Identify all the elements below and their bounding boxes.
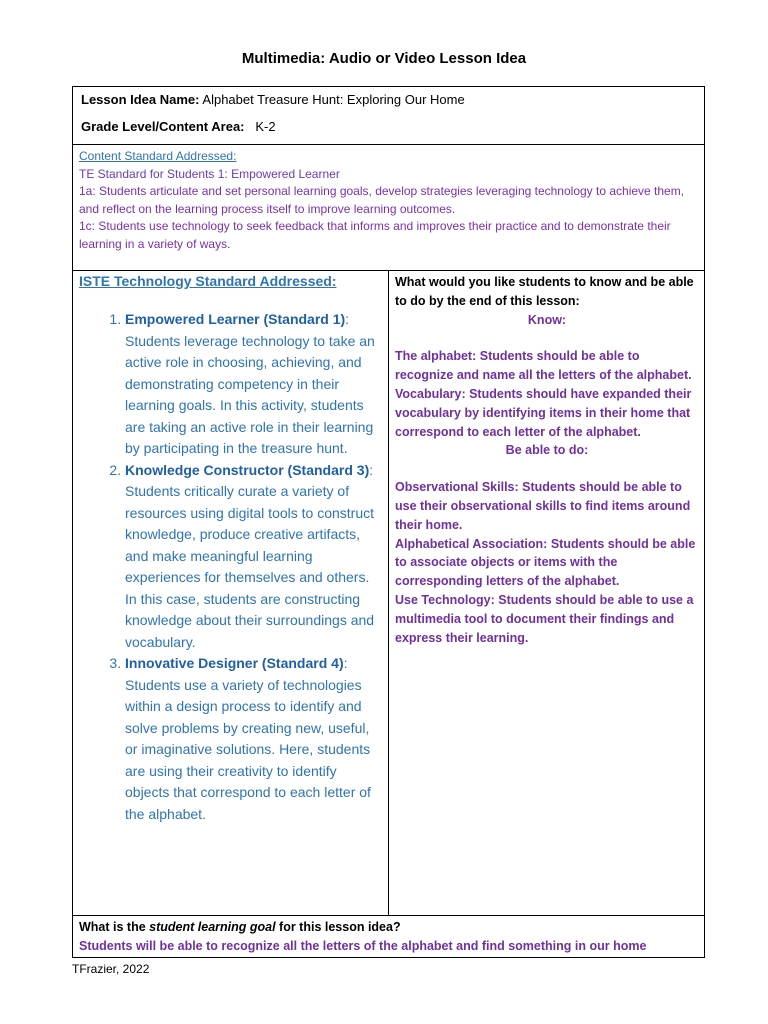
iste-heading: ISTE Technology Standard Addressed: — [79, 273, 337, 289]
know-item: Vocabulary: Students should have expanded their vocabulary by identifying items in their home that correspond to each letter of the alphabet. — [395, 386, 692, 439]
iste-standard-list — [79, 309, 379, 825]
lesson-name-row — [81, 91, 691, 108]
goal-answer: Students will be able to recognize all the letters of the alphabet and find something in our home — [79, 939, 647, 953]
do-item: Use Technology: Students should be able to use a multimedia tool to document their findings and express their learning. — [395, 592, 694, 645]
iste-standard-name: Empowered Learner (Standard 1) — [125, 311, 346, 327]
iste-standard-text: Students leverage technology to take an active role in choosing, achieving, and demonstrating competency in their learning goals. In this activity, students are taking an active role in their learning by participating in the treasure hunt. — [125, 332, 375, 456]
lesson-table — [72, 86, 705, 958]
do-heading: Be able to do: — [505, 443, 589, 458]
content-standard — [79, 148, 697, 253]
spacer — [395, 329, 699, 347]
learning-objectives — [395, 273, 699, 647]
footer-credit: TFrazier, 2022 — [72, 962, 150, 976]
content-standard-line: 1c: Students use technology to seek feedback that informs and improves their practice and to demonstrate their learning in a variety of ways. — [79, 219, 671, 251]
iste-standard-item: 1. Empowered Learner (Standard 1): Students leverage technology to take an active role in choosing, achieving, and demonstrating competency in their learning goals. In this activity, students are taking an active role in their learning by participating in the treasure hunt. — [125, 309, 379, 460]
lesson-name-label: Lesson Idea Name: — [81, 92, 200, 107]
objectives-question: What would you like students to know and be able to do by the end of this lesson: — [395, 275, 694, 308]
grade-value: K-2 — [255, 119, 276, 134]
content-standard-line: 1a: Students articulate and set personal learning goals, develop strategies leveraging technology to achieve them, and reflect on the learning process itself to improve learning outcomes. — [79, 184, 685, 216]
goal-question-emphasis: student learning goal — [149, 920, 276, 934]
iste-standard-name: Innovative Designer (Standard 4) — [125, 655, 344, 671]
iste-standards — [79, 273, 379, 825]
grade-row — [81, 118, 691, 135]
know-item: The alphabet: Students should be able to recognize and name all the letters of the alphabet. — [395, 349, 692, 383]
goal-question-prefix: What is the — [79, 920, 150, 934]
lesson-name-value: Alphabet Treasure Hunt: Exploring Our Home — [202, 92, 465, 107]
iste-standard-item: 2. Knowledge Constructor (Standard 3): Students critically curate a variety of resources using digital tools to construct knowledge, produce creative artifacts, and make meaningful learning experiences for themselves and others. In this case, students are constructing knowledge about their surroundings and vocabulary. — [125, 460, 379, 654]
iste-standard-name: Knowledge Constructor (Standard 3) — [125, 461, 370, 478]
goal-question — [79, 918, 699, 937]
do-item: Observational Skills: Students should be able to use their observational skills to find items around their home. — [395, 480, 691, 532]
iste-standard-item: 3. Innovative Designer (Standard 4): Students use a variety of technologies within a design process to identify and solve problems by creating new, useful, or imaginative solutions. Here, students are using their creativity to identify objects that correspond to each letter of the alphabet. — [125, 653, 379, 825]
learning-goal — [79, 918, 699, 956]
iste-standard-text: Students use a variety of technologies within a design process to identify and solve problems by creating new, useful, or imaginative solutions. Here, students are using their creativity to identify objects that correspond to each letter of the alphabet. — [125, 676, 371, 822]
spacer — [395, 460, 699, 478]
content-standard-line: TE Standard for Students 1: Empowered Learner — [79, 166, 340, 181]
lesson-info — [81, 91, 691, 145]
goal-question-suffix: for this lesson idea? — [275, 920, 401, 934]
do-item: Alphabetical Association: Students should be able to associate objects or items with the corresponding letters of the alphabet. — [395, 536, 696, 589]
table-divider — [73, 915, 704, 916]
document-title: Multimedia: Audio or Video Lesson Idea — [241, 50, 527, 67]
content-standard-heading: Content Standard Addressed: — [79, 149, 237, 163]
iste-standard-text: Students critically curate a variety of resources using digital tools to construct knowledge, produce creative artifacts, and make meaningful learning experiences for themselves and others. In this case, students are constructing knowledge about their surroundings and vocabulary. — [125, 483, 375, 650]
grade-label: Grade Level/Content Area: — [81, 119, 245, 134]
know-heading: Know: — [527, 312, 567, 327]
column-divider — [388, 270, 389, 915]
